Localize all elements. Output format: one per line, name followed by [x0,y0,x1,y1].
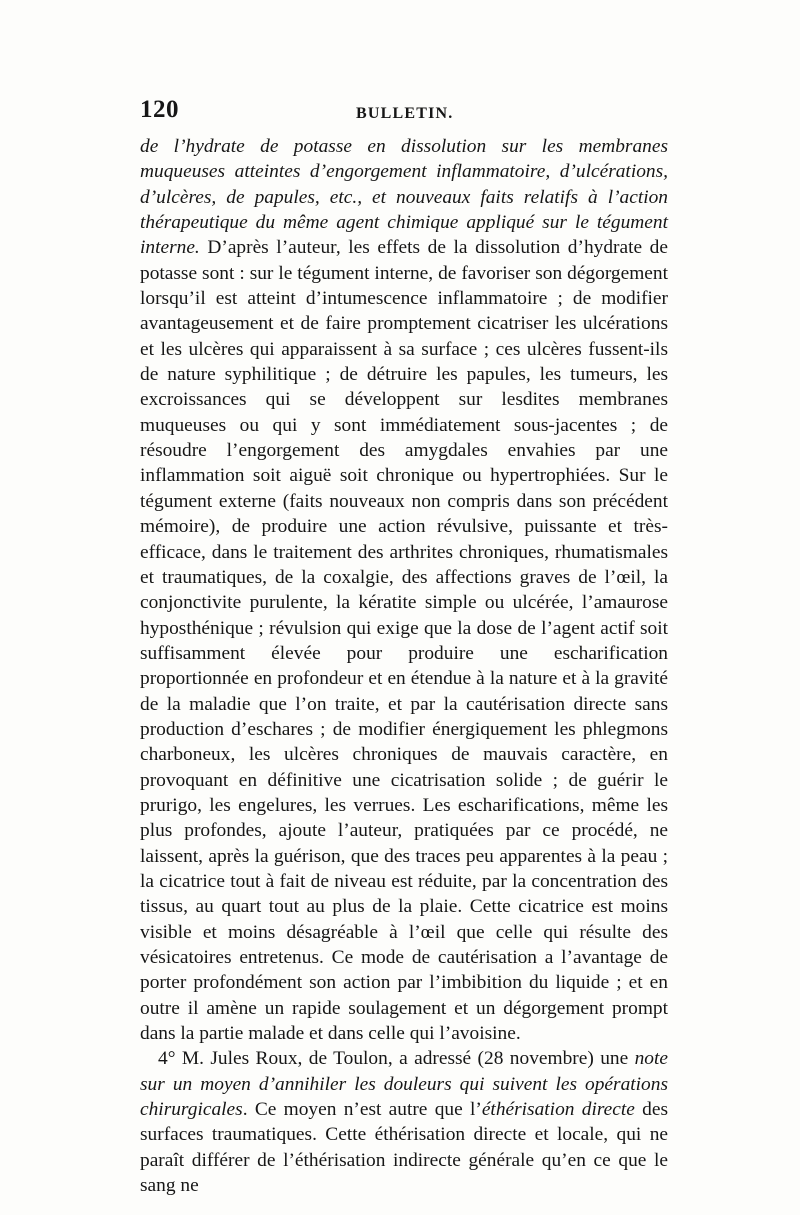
paragraph-2 [140,1046,668,1198]
paragraph-2-italic-title: note sur un moyen d’annihiler les douleurs qui suivent les opérations chirurgicales [140,1048,668,1121]
paragraph-2-tail: des surfaces traumatiques. Cette éthérisation directe et locale, qui ne paraît différer de l’éthérisation indirecte générale qu’en ce que le sang ne [140,1099,668,1197]
running-title: BULLETIN. [356,105,454,122]
page-header [140,96,668,132]
italic-title-continuation: de l’hydrate de potasse en dissolution sur les membranes muqueuses atteintes d’engorgement inflammatoire, d’ulcérations, d’ulcères, de papules, etc., et nouveaux faits relatifs à l’action thérapeutique du même agent chimique appliqué sur le tégument interne. [140,136,668,259]
page-number: 120 [140,96,179,123]
paragraph-1 [140,134,668,1046]
paragraph-1-text: D’après l’auteur, les effets de la dissolution d’hydrate de potasse sont : sur le tégument interne, de favoriser son dégorgement lorsqu’il est atteint d’intumescence inflammatoire ; de modifier avantageusement et de faire promptement cicatriser les ulcérations et les ulcères qui apparaissent à sa surface ; ces ulcères fussent-ils de nature syphilitique ; de détruire les papules, les tumeurs, les excroissances qui se développent sur lesdites membranes muqueuses ou qui y sont immédiatement sous-jacentes ; de résoudre l’engorgement des amygdales envahies par une inflammation soit aiguë soit chronique ou hypertrophiées. Sur le tégument externe (faits nouveaux non compris dans son précédent mémoire), de produire une action révulsive, puissante et très-efficace, dans le traitement des arthrites chroniques, rhumatismales et traumatiques, de la coxalgie, des affections graves de l’œil, la conjonctivite purulente, la kératite simple ou ulcérée, l’amaurose hyposthénique ; révulsion qui exige que la dose de l’agent actif soit suffisamment élevée pour produire une escharification proportionnée en profondeur et en étendue à la nature et à la gravité de la maladie que l’on traite, et par la cautérisation directe sans production d’eschares ; de modifier énergiquement les phlegmons charboneux, les ulcères chroniques de mauvais caractère, en provoquant en définitive une cicatrisation solide ; de guérir le prurigo, les engelures, les verrues. Les escharifications, même les plus profondes, ajoute l’auteur, pratiquées par ce procédé, ne laissent, après la guérison, que des traces peu apparentes à la peau ; la cicatrice tout à fait de niveau est réduite, par la concentration des tissus, au quart tout au plus de la plaie. Cette cicatrice est moins visible et moins désagréable à l’œil que celle qui résulte des vésicatoires entretenus. Ce mode de cautérisation a l’avantage de porter profondément son action par l’imbibition du liquide ; et en outre il amène un rapide soulagement et un dégorgement prompt dans la partie malade et dans celle qui l’avoisine. [140,237,668,1045]
body-text [140,134,668,1198]
paragraph-2-mid: . Ce moyen n’est autre que l’ [242,1099,482,1121]
paragraph-2-lead: 4° M. Jules Roux, de Toulon, a adressé (28 novembre) une [158,1048,635,1070]
paragraph-2-italic-term: éthérisation directe [481,1099,635,1121]
